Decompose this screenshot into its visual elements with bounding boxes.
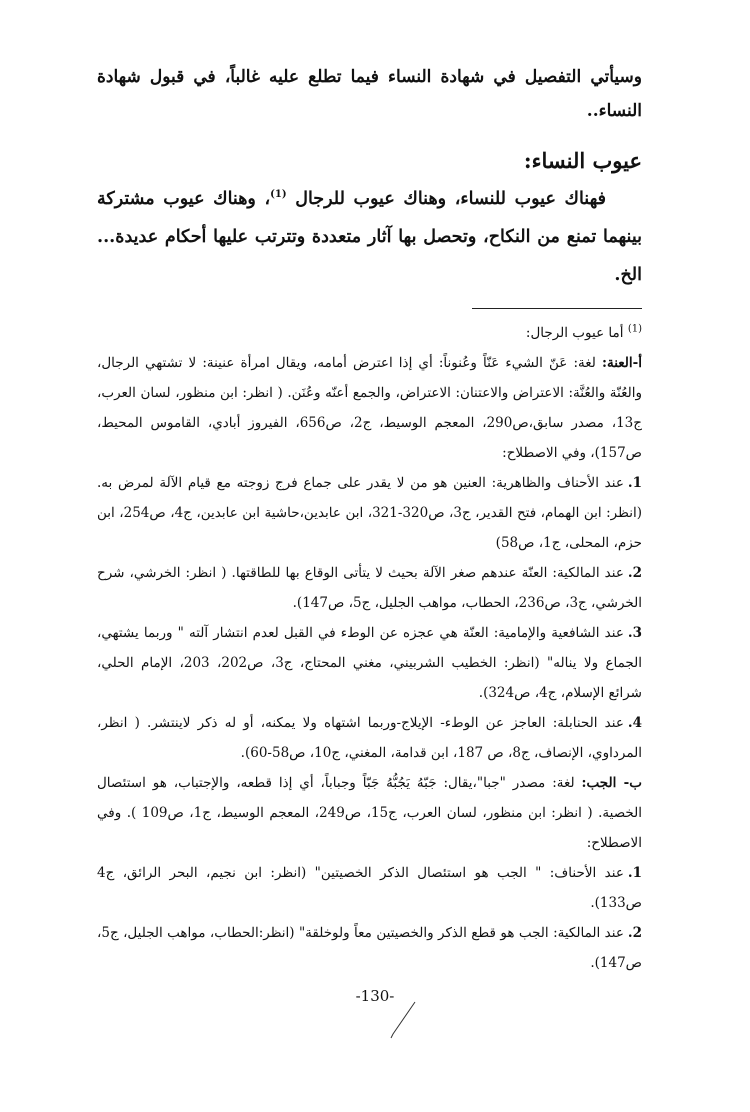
- a-subitem-1: [97, 468, 642, 558]
- pen-mark-icon: [385, 1000, 425, 1040]
- footnote-title-line: [97, 318, 642, 348]
- b-subitem-1-number: 1.: [627, 865, 642, 881]
- b-subitem-2-text: عند المالكية: الجب هو قطع الذكر والخصيتين معاً ولوخلقة" (انظر:الحطاب، مواهب الجليل، ج5، ص147).: [97, 925, 642, 971]
- a-subitem-2-text: عند المالكية: العنّة عندهم صغر الآلة بحيث لا يتأتى الوقاع بها للطاقتها. ( انظر: الخرشي، شرح الخرشي، ج3، ص236، الحطاب، مواهب الجليل، ج5، ص147).: [97, 565, 642, 611]
- item-b-label: ب- الجب:: [581, 775, 642, 791]
- item-a-text: لغة: عَنّ الشيء عَنّاً وعُنوناً: أي إذا اعترض أمامه، ويقال امرأة عنينة: لا تشتهي الرجال، والعُنّة والعُنَّة: الاعتراض والاعتنان: الاعتراض، والجمع أعنّه وعُنَن. ( انظر: ابن منظور، لسان العرب، ج13، مصدر سابق،ص290، المعجم الوسيط، ج2، ص656، الفيروز أبادي، القاموس المحيط، ص157)، وفي الاصطلاح:: [97, 355, 642, 461]
- a-subitem-3-number: 3.: [627, 625, 642, 641]
- footnote-block: [97, 318, 642, 978]
- a-subitem-3-text: عند الشافعية والإمامية: العنّة هي عجزه عن الوطء في القبل لعدم انتشار آلته " وربما يشتهي، الجماع ولا يناله" (انظر: الخطيب الشربيني، مغني المحتاج، ج3، ص202، 203، الإمام الحلي، شرائع الإسلام، ج4، ص324).: [97, 625, 642, 701]
- intro-text: وسيأتي التفصيل في شهادة النساء فيما تطلع عليه غالباً، في قبول شهادة النساء..: [97, 67, 642, 121]
- a-subitem-3: [97, 618, 642, 708]
- b-subitem-2: [97, 918, 642, 978]
- footnote-title: أما عيوب الرجال:: [525, 325, 624, 341]
- footnote-separator: [472, 308, 642, 309]
- defects-text-after: ، وهناك عيوب مشتركة بينهما تمنع من النكاح، وتحصل بها آثار متعددة وتترتب عليها أحكام عديدة... الخ.: [97, 189, 642, 285]
- a-subitem-1-text: عند الأحناف والظاهرية: العنين هو من لا يقدر على جماع فرج زوجته مع قيام الآلة لمرض به. (انظر: ابن الهمام، فتح القدير، ج3، ص320-321، ابن عابدين،حاشية ابن عابدين، ج4، ص254، ابن حزم، المحلى، ج1، ص58): [97, 475, 642, 551]
- footnote-marker: (1): [627, 323, 642, 335]
- item-b-text: لغة: مصدر "جبا"،يقال: جَبّهُ يَجُبُّهُ جَبّاً وجباباً، أي إذا قطعه، والإجتباب، هو استئصال الخصية. ( انظر: ابن منظور، لسان العرب، ج15، ص249، المعجم الوسيط، ج1، ص109 ). وفي الاصطلاح:: [97, 775, 642, 851]
- item-a-label: أ-العنة:: [601, 355, 643, 371]
- defects-text-before: فهناك عيوب للنساء، وهناك عيوب للرجال: [286, 189, 606, 209]
- a-subitem-4-number: 4.: [627, 715, 642, 731]
- section-heading: عيوب النساء:: [523, 148, 642, 173]
- b-subitem-1-text: عند الأحناف: " الجب هو استئصال الذكر الخصيتين" (انظر: ابن نجيم، البحر الرائق، ج4 ص133).: [97, 865, 642, 911]
- a-subitem-4: [97, 708, 642, 768]
- page-number: -130-: [355, 987, 395, 1005]
- b-subitem-1: [97, 858, 642, 918]
- a-subitem-1-number: 1.: [627, 475, 642, 491]
- footnote-item-b: [97, 768, 642, 858]
- intro-paragraph: [97, 60, 642, 128]
- b-subitem-2-number: 2.: [627, 925, 642, 941]
- a-subitem-2-number: 2.: [627, 565, 642, 581]
- footnote-reference[interactable]: (1): [270, 189, 287, 201]
- a-subitem-2: [97, 558, 642, 618]
- a-subitem-4-text: عند الحنابلة: العاجز عن الوطء- الإيلاج-وربما اشتهاه ولا يمكنه، أو له ذكر لاينتشر. ( انظر، المرداوي، الإنصاف، ج8، ص 187، ابن قدامة، المغني، ج10، ص58-60).: [97, 715, 642, 761]
- defects-paragraph: [97, 180, 642, 294]
- footnote-item-a: [97, 348, 642, 468]
